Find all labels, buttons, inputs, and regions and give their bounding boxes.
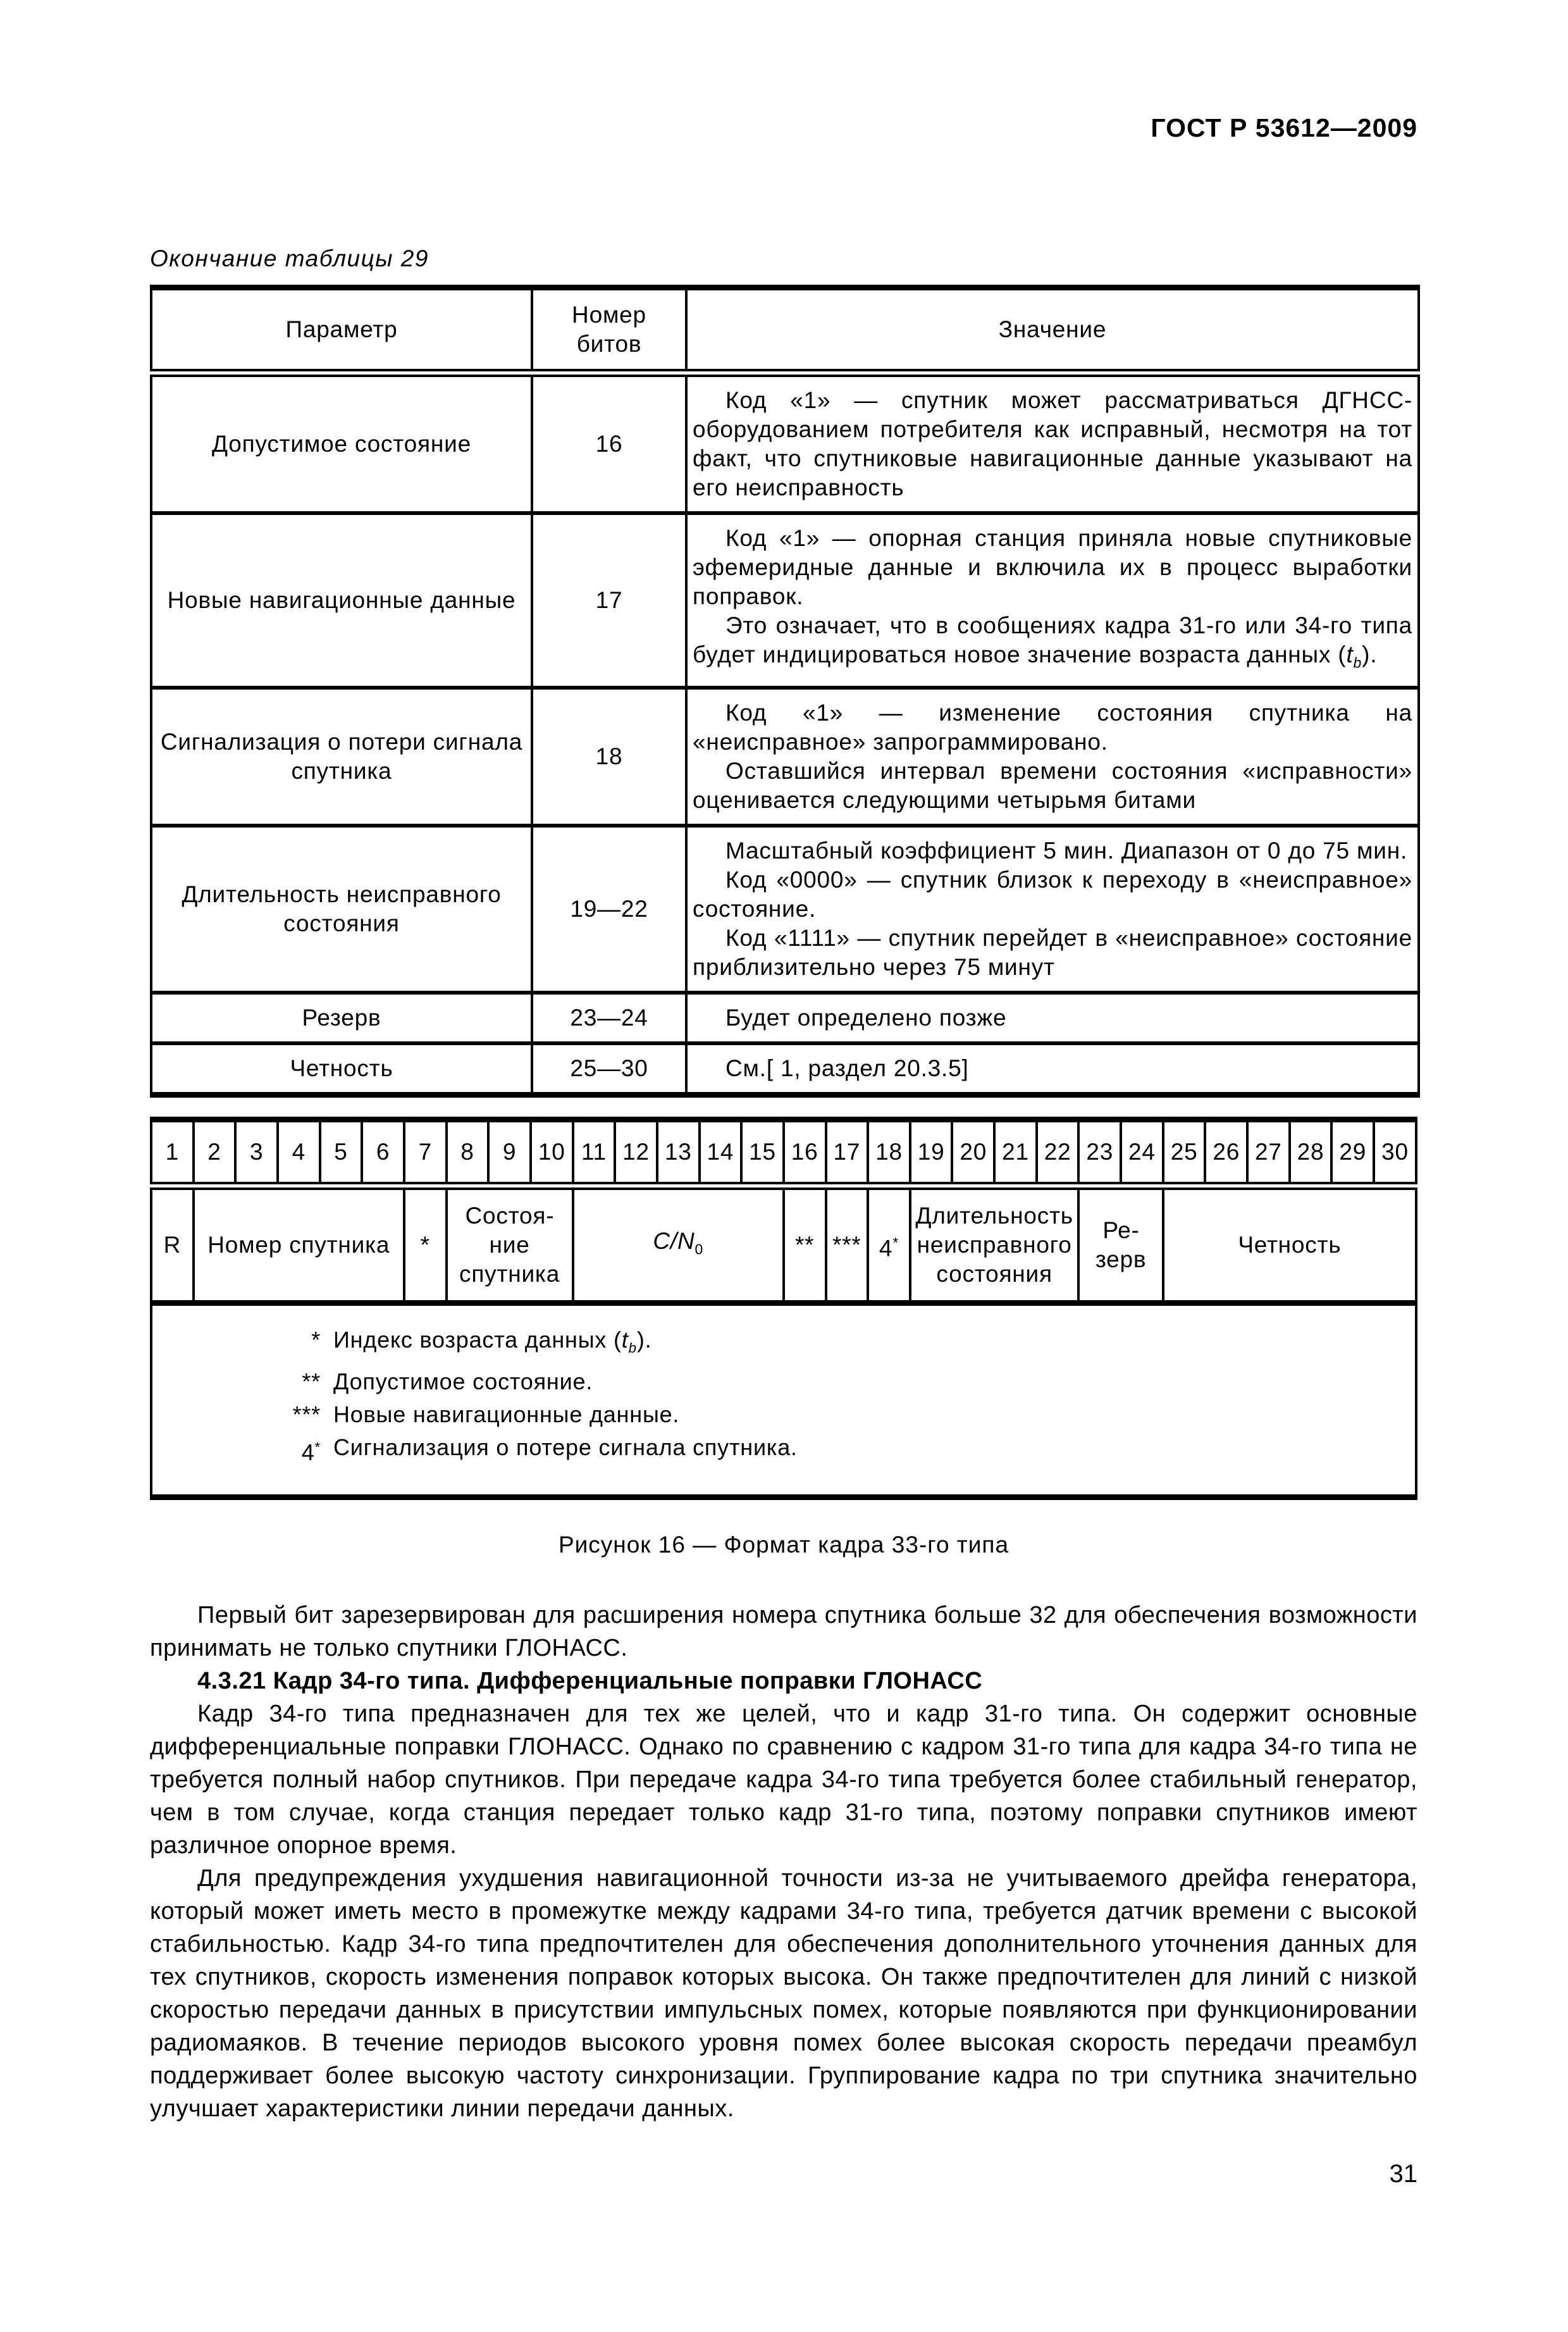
bits-cell: 19—22 [532,826,686,993]
col-header-parameter: Параметр [151,288,532,373]
tb-subscript: b [1353,654,1362,671]
param-cell: Длительность неисправного состояния [151,826,532,993]
footnote [273,1365,1402,1398]
value-cell [686,373,1419,514]
body-text [150,1599,1417,2125]
field-satellite-state: Состояние спутника [447,1186,573,1303]
section-heading: 4.3.21 Кадр 34-го типа. Дифференциальные поправки ГЛОНАСС [197,1667,983,1694]
bit-cell: 26 [1205,1120,1247,1186]
footnote [273,1398,1402,1431]
bit-cell: 5 [320,1120,362,1186]
footnotes-row [151,1303,1416,1497]
field-parity: Четность [1163,1186,1416,1303]
footnote-text: Допустимое состояние. [333,1368,593,1394]
value-cell [686,826,1419,993]
bits-cell: 23—24 [532,993,686,1043]
bits-cell: 17 [532,513,686,688]
bit-cell: 3 [235,1120,278,1186]
paragraph: Первый бит зарезервирован для расширения номера спутника больше 32 для обеспечения возможности принимать не только спутники ГЛОНАСС. [150,1601,1417,1661]
bit-cell: 2 [194,1120,236,1186]
bits-cell: 25—30 [532,1043,686,1095]
figure-caption: Рисунок 16 — Формат кадра 33-го типа [558,1531,1009,1558]
value-paragraph: Код «0000» — спутник близок к переходу в «неисправное» состояние. [693,867,1412,922]
param-cell: Допустимое состояние [151,373,532,514]
bit-cell: 19 [910,1120,953,1186]
document-code: ГОСТ Р 53612—2009 [1151,113,1417,142]
table-row [151,688,1419,826]
value-cell [686,513,1419,688]
paragraph: Для предупреждения ухудшения навигационной точности из-за не учитываемого дрейфа генератора, который может иметь место в промежутке между кадрами 34-го типа, требуется датчик времени с высокой стабильностью. Кадр 34-го типа предпочтителен для обеспечения дополнительного уточнения данных для тех спутников, скорость изменения поправок которых высока. Он также предпочтителен для линий с низкой скоростью передачи данных в присутствии импульсных помех, которые появляются при функционировании радиомаяков. В течение периодов высокого уровня помех более высокая скорость передачи преамбул поддерживает более высокую частоту синхронизации. Группирование кадра по три спутника значительно улучшает характеристики линии передачи данных. [150,1864,1417,2122]
col-header-bit-numbers: Номер битов [532,288,686,373]
tb-symbol: t [621,1327,629,1353]
table-29 [150,285,1420,1098]
value-paragraph: Оставшийся интервал времени состояния «исправности» оценивается следующими четырьмя битами [693,758,1412,814]
bit-cell: 8 [447,1120,489,1186]
bit-cell: 12 [615,1120,657,1186]
value-cell [686,993,1419,1043]
bit-cell: 9 [488,1120,531,1186]
page-content [150,113,1417,2188]
bit-cell: 25 [1163,1120,1206,1186]
bit-cell: 29 [1331,1120,1374,1186]
value-paragraph: Код «1» — спутник может рассматриваться ДГНСС-оборудованием потребителя как исправный, несмотря на тот факт, что спутниковые навигационные данные указывают на его неисправность [693,387,1412,500]
bit-cell: 17 [826,1120,868,1186]
tb-subscript: b [628,1340,637,1356]
param-cell: Резерв [151,993,532,1043]
field-age-index-marker: * [404,1186,447,1303]
bit-cell: 18 [868,1120,910,1186]
tb-symbol: t [1346,642,1354,667]
table-row [151,826,1419,993]
bit-cell: 11 [573,1120,615,1186]
field-new-data-marker: *** [826,1186,868,1303]
footnote-marker: 4* [301,1439,321,1465]
bit-cell: 22 [1037,1120,1079,1186]
bit-cell: 6 [362,1120,404,1186]
value-paragraph: Это означает, что в сообщениях кадра 31-го или 34-го типа будет индицироваться новое значение возраста данных $(t_b)$. [693,612,1412,671]
value-cell [686,688,1419,826]
footnote-text: Сигнализация о потере сигнала спутника. [333,1434,798,1460]
col-header-value: Значение [686,288,1419,373]
frame-format-bit-table [150,1117,1417,1499]
value-paragraph: Код «1» — опорная станция приняла новые спутниковые эфемеридные данные и включила их в процесс выработки поправок. [693,525,1412,609]
param-cell: Новые навигационные данные [151,513,532,688]
value-paragraph: Будет определено позже [725,1005,1007,1031]
footnote [273,1324,1402,1365]
field-cn0 [573,1186,784,1303]
param-cell: Четность [151,1043,532,1095]
bit-cell: 16 [784,1120,826,1186]
bit-cell: 27 [1247,1120,1290,1186]
value-paragraph: Код «1111» — спутник перейдет в «неисправное» состояние приблизительно через 75 минут [693,925,1412,981]
bit-numbers-row [151,1120,1416,1186]
value-paragraph: Масштабный коэффициент 5 мин. Диапазон от 0 до 75 мин. [725,838,1408,864]
paragraph: Кадр 34-го типа предназначен для тех же целей, что и кадр 31-го типа. Он содержит основные дифференциальные поправки ГЛОНАСС. Однако по сравнению с кадром 31-го типа для кадра 34-го типа не требуется полный набор спутников. При передаче кадра 34-го типа требуется более стабильный генератор, чем в том случае, когда станция передает только кадр 31-го типа, поэтому поправки спутников имеют различное опорное время. [150,1700,1417,1859]
table-row [151,513,1419,688]
table29-header-row [151,288,1419,373]
footnotes-cell [151,1303,1416,1497]
cn0-symbol: C/N [653,1228,695,1255]
page-number: 31 [1389,2159,1417,2188]
bit-cell: 4 [278,1120,320,1186]
bits-cell: 16 [532,373,686,514]
bit-cell: 20 [952,1120,994,1186]
footnote-marker: ** [302,1368,321,1394]
param-cell: Сигнализация о потери сигнала спутника [151,688,532,826]
footnote-marker: * [311,1327,321,1353]
bit-cell: 24 [1121,1120,1163,1186]
field-fault-duration: Длительность неисправного состояния [910,1186,1079,1303]
field-satellite-number: Номер спутника [194,1186,404,1303]
bits-cell: 18 [532,688,686,826]
footnote-marker: *** [292,1401,321,1427]
bit-cell: 7 [404,1120,447,1186]
value-paragraph: См.[ 1, раздел 20.3.5] [725,1055,969,1082]
table-row [151,1043,1419,1095]
table-row [151,373,1419,514]
bit-cell: 21 [994,1120,1037,1186]
bit-cell: 14 [700,1120,742,1186]
table-row [151,993,1419,1043]
bit-cell: 10 [531,1120,573,1186]
bit-cell: 15 [741,1120,784,1186]
footnote-text: Индекс возраста данных $(t_b)$. [333,1327,652,1356]
bit-cell: 23 [1078,1120,1121,1186]
table-continuation-note: Окончание таблицы 29 [150,245,429,271]
field-signal-loss-marker: 4* [868,1186,910,1303]
bit-cell: 13 [657,1120,700,1186]
bit-cell: 30 [1374,1120,1416,1186]
field-allowed-state-marker: ** [784,1186,826,1303]
cn0-subscript: 0 [694,1241,704,1258]
field-reserved-bit: R [151,1186,194,1303]
bit-cell: 1 [151,1120,194,1186]
footnote [273,1431,1402,1469]
value-cell [686,1043,1419,1095]
value-paragraph: Код «1» — изменение состояния спутника на «неисправное» запрограммировано. [693,700,1412,755]
bit-cell: 28 [1290,1120,1332,1186]
footnote-text: Новые навигационные данные. [333,1401,680,1427]
bit-fields-row [151,1186,1416,1303]
field-reserve: Резерв [1078,1186,1163,1303]
